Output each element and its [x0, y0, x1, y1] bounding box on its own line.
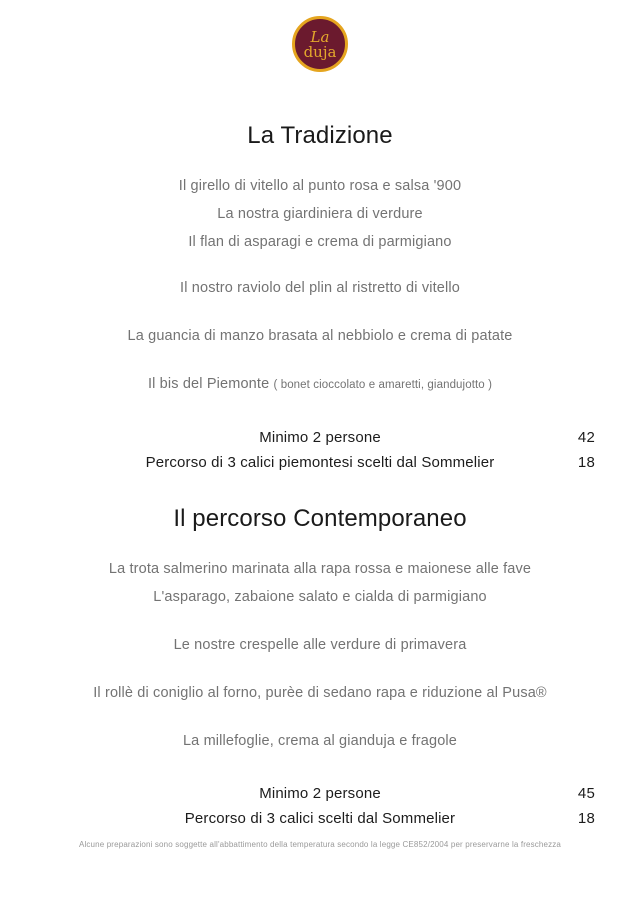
section-title: Il percorso Contemporaneo: [173, 505, 467, 532]
price-value: 18: [577, 810, 595, 827]
logo-text-line1: La: [310, 27, 330, 46]
dish-item: [0, 278, 640, 298]
restaurant-logo: [0, 16, 640, 72]
dish-name: Il nostro raviolo del plin al ristretto di vitello: [180, 280, 460, 296]
dish-name: La nostra giardiniera di verdure: [217, 206, 423, 222]
dish-name: La guancia di manzo brasata al nebbiolo e crema di patate: [127, 328, 513, 344]
price-value: 42: [577, 429, 595, 446]
price-label: Minimo 2 persone: [259, 429, 381, 446]
menu-section-tradizione: [0, 122, 640, 475]
dish-item: [0, 232, 640, 252]
dish-item: [0, 731, 640, 751]
menu-section-contemporaneo: [0, 505, 640, 831]
dish-name: L'asparago, zabaione salato e cialda di parmigiano: [153, 589, 487, 605]
logo-text-line2: duja: [303, 42, 337, 61]
price-list: [0, 425, 640, 475]
dish-name: La millefoglie, crema al gianduja e fragole: [182, 733, 458, 749]
price-list: [0, 781, 640, 831]
dish-name: La trota salmerino marinata alla rapa rossa e maionese alle fave: [108, 561, 532, 577]
dish-name: Il girello di vitello al punto rosa e salsa '900: [178, 178, 462, 194]
dish-item: [0, 587, 640, 607]
price-value: 45: [577, 785, 595, 802]
dish-item: [0, 374, 640, 395]
price-label: Percorso di 3 calici scelti dal Sommelier: [184, 810, 456, 827]
section-title: La Tradizione: [247, 122, 393, 149]
dish-note: ( bonet cioccolato e amaretti, giandujotto ): [273, 379, 493, 391]
logo-badge-icon: [292, 16, 348, 72]
price-row: [45, 781, 595, 806]
dish-list: [0, 176, 640, 395]
price-row: [45, 806, 595, 831]
dish-list: [0, 559, 640, 751]
dish-item: [0, 204, 640, 224]
dish-name: Il bis del Piemonte: [147, 376, 274, 392]
dish-item: [0, 635, 640, 655]
footer-disclaimer: Alcune preparazioni sono soggette all'abbattimento della temperatura secondo la legge CE852/2004 per preservarne la freschezza: [78, 840, 562, 849]
dish-item: [0, 559, 640, 579]
dish-name: Il rollè di coniglio al forno, purèe di sedano rapa e riduzione al Pusa®: [93, 685, 547, 701]
dish-item: [0, 326, 640, 346]
dish-item: [0, 176, 640, 196]
price-value: 18: [577, 454, 595, 471]
price-label: Minimo 2 persone: [259, 785, 381, 802]
dish-name: Il flan di asparagi e crema di parmigiano: [188, 234, 452, 250]
dish-name: Le nostre crespelle alle verdure di primavera: [173, 637, 467, 653]
dish-item: [0, 683, 640, 703]
price-label: Percorso di 3 calici piemontesi scelti dal Sommelier: [145, 454, 495, 471]
price-row: [45, 450, 595, 475]
price-row: [45, 425, 595, 450]
